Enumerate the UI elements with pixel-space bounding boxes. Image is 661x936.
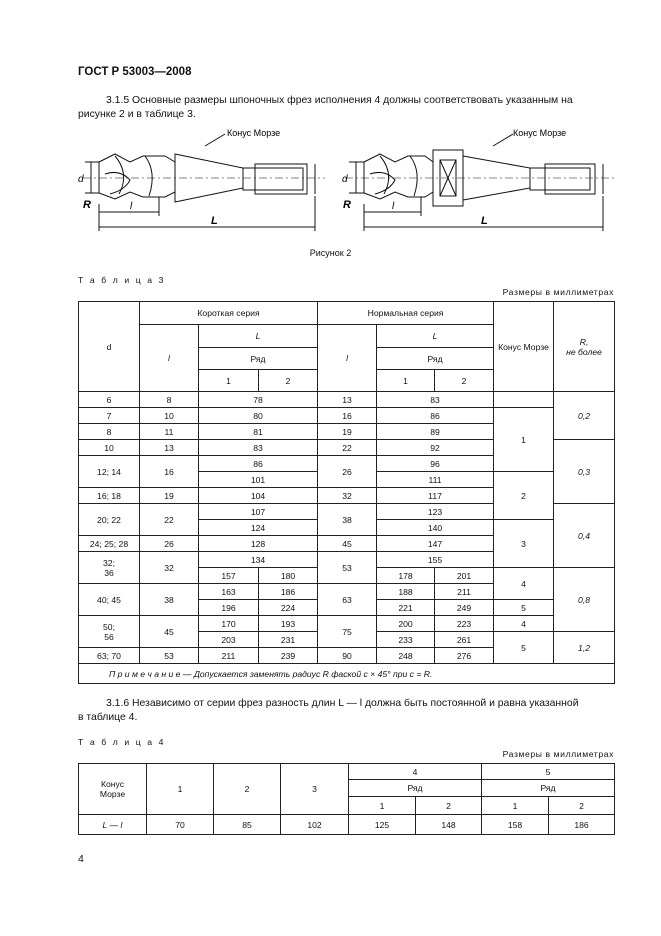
t4-head: 1 xyxy=(147,764,214,815)
t3-cell: 32 xyxy=(318,488,377,504)
t4-head-sub: 2 xyxy=(416,797,482,815)
t3-R: 0,2 xyxy=(554,392,615,440)
figure-label-L-left: L xyxy=(211,215,218,227)
table4-units: Размеры в миллиметрах xyxy=(502,749,614,759)
figure-label-l-left: l xyxy=(130,201,133,212)
t3-cell: 233 xyxy=(377,632,435,648)
t3-cell: 53 xyxy=(140,648,199,664)
figure-label-R-left: R xyxy=(83,199,91,211)
t3-cell: 90 xyxy=(318,648,377,664)
t3-cell: 163 xyxy=(199,584,259,600)
t4-cell: 102 xyxy=(281,815,349,835)
figure-label-taper-right: Конус Морзе xyxy=(513,128,567,138)
figure-label-d-left: d xyxy=(78,174,84,185)
t3-head-l-short: l xyxy=(140,325,199,392)
t3-cell: 224 xyxy=(259,600,318,616)
t3-cell: 128 xyxy=(199,536,318,552)
t3-cone: 4 xyxy=(494,616,554,632)
t3-cell: 107 xyxy=(199,504,318,520)
t3-cell: 86 xyxy=(377,408,494,424)
t3-cell: 201 xyxy=(435,568,494,584)
t4-head-sub: 1 xyxy=(349,797,416,815)
figure-caption: Рисунок 2 xyxy=(309,248,352,258)
t3-cell: 16; 18 xyxy=(79,488,140,504)
document-header: ГОСТ Р 53003—2008 xyxy=(78,66,192,78)
section-316-line1: 3.1.6 Независимо от серии фрез разность длин L — l должна быть постоянной и равна указанной xyxy=(106,698,579,709)
t3-cell: 20; 22 xyxy=(79,504,140,536)
t3-cell: 239 xyxy=(259,648,318,664)
t3-head-row-normal: Ряд xyxy=(377,348,494,370)
t3-cell: 123 xyxy=(377,504,494,520)
t3-cell: 11 xyxy=(140,424,199,440)
t3-cell: 211 xyxy=(435,584,494,600)
t3-cell: 104 xyxy=(199,488,318,504)
t3-cell: 32 xyxy=(140,552,199,584)
t3-cell: 45 xyxy=(318,536,377,552)
t4-head: 5 xyxy=(482,764,615,780)
table4-caption: Т а б л и ц а 4 xyxy=(78,737,166,747)
t4-cell: 85 xyxy=(214,815,281,835)
t3-cell: 38 xyxy=(318,504,377,536)
t3-cone-empty xyxy=(494,392,554,408)
t3-cell: 16 xyxy=(318,408,377,424)
t3-cell: 86 xyxy=(199,456,318,472)
t3-cone: 2 xyxy=(494,472,554,520)
t3-cell: 180 xyxy=(259,568,318,584)
t3-cell: 248 xyxy=(377,648,435,664)
t3-head-l-normal: l xyxy=(318,325,377,392)
t3-cell: 155 xyxy=(377,552,494,568)
t3-cell: 188 xyxy=(377,584,435,600)
t3-head-1: 1 xyxy=(377,370,435,392)
t3-cell: 12; 14 xyxy=(79,456,140,488)
t4-row-label: L — l xyxy=(79,815,147,835)
t4-cell: 125 xyxy=(349,815,416,835)
t3-cone: 5 xyxy=(494,600,554,616)
table3-units: Размеры в миллиметрах xyxy=(502,287,614,297)
t3-cell: 231 xyxy=(259,632,318,648)
t3-cell-d-50: 50; 56 xyxy=(79,616,140,648)
t3-cell: 134 xyxy=(199,552,318,568)
section-315-line1: 3.1.5 Основные размеры шпоночных фрез исполнения 4 должны соответствовать указанным на xyxy=(106,95,573,106)
t3-cell: 75 xyxy=(318,616,377,648)
t4-head-cone: Конус Морзе xyxy=(79,764,147,815)
t4-head: 4 xyxy=(349,764,482,780)
t3-cell: 13 xyxy=(140,440,199,456)
t3-cell: 211 xyxy=(199,648,259,664)
t3-cell: 22 xyxy=(140,504,199,536)
t4-head-row: Ряд xyxy=(482,780,615,797)
t3-cell: 38 xyxy=(140,584,199,616)
t3-cell: 89 xyxy=(377,424,494,440)
figure-label-l-right: l xyxy=(392,201,395,212)
t3-cone: 1 xyxy=(494,408,554,472)
t3-cone: 3 xyxy=(494,520,554,568)
t3-cell: 193 xyxy=(259,616,318,632)
t3-cell: 63 xyxy=(318,584,377,616)
t3-head-2: 2 xyxy=(259,370,318,392)
t3-cell: 26 xyxy=(140,536,199,552)
t3-cell: 81 xyxy=(199,424,318,440)
t3-cell: 203 xyxy=(199,632,259,648)
t3-head-L-short: L xyxy=(199,325,318,348)
t3-head-d: d xyxy=(79,302,140,392)
t4-head: 3 xyxy=(281,764,349,815)
t3-cell: 24; 25; 28 xyxy=(79,536,140,552)
t3-cell: 53 xyxy=(318,552,377,584)
t3-head-R: R, не более xyxy=(554,302,615,392)
t4-cell: 148 xyxy=(416,815,482,835)
t3-note: П р и м е ч а н и е — Допускается заменять радиус R фаской c × 45° при c = R. xyxy=(79,664,615,684)
t3-cell: 80 xyxy=(199,408,318,424)
t3-cell: 249 xyxy=(435,600,494,616)
t3-head-L-normal: L xyxy=(377,325,494,348)
t3-cone: 5 xyxy=(494,632,554,664)
t3-head-cone: Конус Морзе xyxy=(494,302,554,392)
t3-cell: 96 xyxy=(377,456,494,472)
t3-cell: 7 xyxy=(79,408,140,424)
t3-cell: 221 xyxy=(377,600,435,616)
t3-cell: 45 xyxy=(140,616,199,648)
t3-cone: 4 xyxy=(494,568,554,600)
t4-cell: 186 xyxy=(549,815,615,835)
t4-head-sub: 1 xyxy=(482,797,549,815)
t3-head-normal: Нормальная серия xyxy=(318,302,494,325)
t3-cell: 10 xyxy=(140,408,199,424)
t3-cell: 8 xyxy=(79,424,140,440)
t3-cell: 63; 70 xyxy=(79,648,140,664)
t4-head-row: Ряд xyxy=(349,780,482,797)
t3-cell: 147 xyxy=(377,536,494,552)
t3-R: 0,3 xyxy=(554,440,615,504)
t3-cell: 10 xyxy=(79,440,140,456)
t3-cell: 6 xyxy=(79,392,140,408)
t3-head-row-short: Ряд xyxy=(199,348,318,370)
t3-cell: 186 xyxy=(259,584,318,600)
t3-cell-d-32: 32; 36 xyxy=(79,552,140,584)
t3-cell: 140 xyxy=(377,520,494,536)
figure-label-L-right: L xyxy=(481,215,488,227)
table-4 xyxy=(78,763,615,835)
table-3 xyxy=(78,301,615,684)
t3-R: 0,4 xyxy=(554,504,615,568)
t3-cell: 124 xyxy=(199,520,318,536)
t3-cell: 19 xyxy=(318,424,377,440)
t3-cell: 83 xyxy=(199,440,318,456)
t3-cell: 8 xyxy=(140,392,199,408)
t3-cell: 19 xyxy=(140,488,199,504)
t3-cell: 111 xyxy=(377,472,494,488)
t3-cell: 40; 45 xyxy=(79,584,140,616)
t3-cell: 223 xyxy=(435,616,494,632)
t3-cell: 196 xyxy=(199,600,259,616)
t3-R: 1,2 xyxy=(554,632,615,664)
t3-cell: 200 xyxy=(377,616,435,632)
t3-R: 0,8 xyxy=(554,568,615,632)
t4-head-sub: 2 xyxy=(549,797,615,815)
figure-2-drawing xyxy=(75,124,615,246)
t3-cell: 16 xyxy=(140,456,199,488)
figure-label-d-right: d xyxy=(342,174,348,185)
t3-cell: 101 xyxy=(199,472,318,488)
t3-cell: 78 xyxy=(199,392,318,408)
t4-head: 2 xyxy=(214,764,281,815)
table3-caption: Т а б л и ц а 3 xyxy=(78,275,166,285)
t3-cell: 22 xyxy=(318,440,377,456)
t3-head-short: Короткая серия xyxy=(140,302,318,325)
t3-cell: 276 xyxy=(435,648,494,664)
t3-cell: 170 xyxy=(199,616,259,632)
t3-cell: 178 xyxy=(377,568,435,584)
t3-head-2: 2 xyxy=(435,370,494,392)
t4-cell: 70 xyxy=(147,815,214,835)
section-315-line2: рисунке 2 и в таблице 3. xyxy=(78,109,196,120)
page-number: 4 xyxy=(78,853,84,865)
t3-cell: 261 xyxy=(435,632,494,648)
t3-cell: 92 xyxy=(377,440,494,456)
t3-cell: 83 xyxy=(377,392,494,408)
t3-cell: 13 xyxy=(318,392,377,408)
t3-cell: 157 xyxy=(199,568,259,584)
t3-cell: 26 xyxy=(318,456,377,488)
figure-label-R-right: R xyxy=(343,199,351,211)
t3-head-1: 1 xyxy=(199,370,259,392)
figure-label-taper-left: Конус Морзе xyxy=(227,128,281,138)
section-316-line2: в таблице 4. xyxy=(78,712,138,723)
t4-cell: 158 xyxy=(482,815,549,835)
t3-cell: 117 xyxy=(377,488,494,504)
